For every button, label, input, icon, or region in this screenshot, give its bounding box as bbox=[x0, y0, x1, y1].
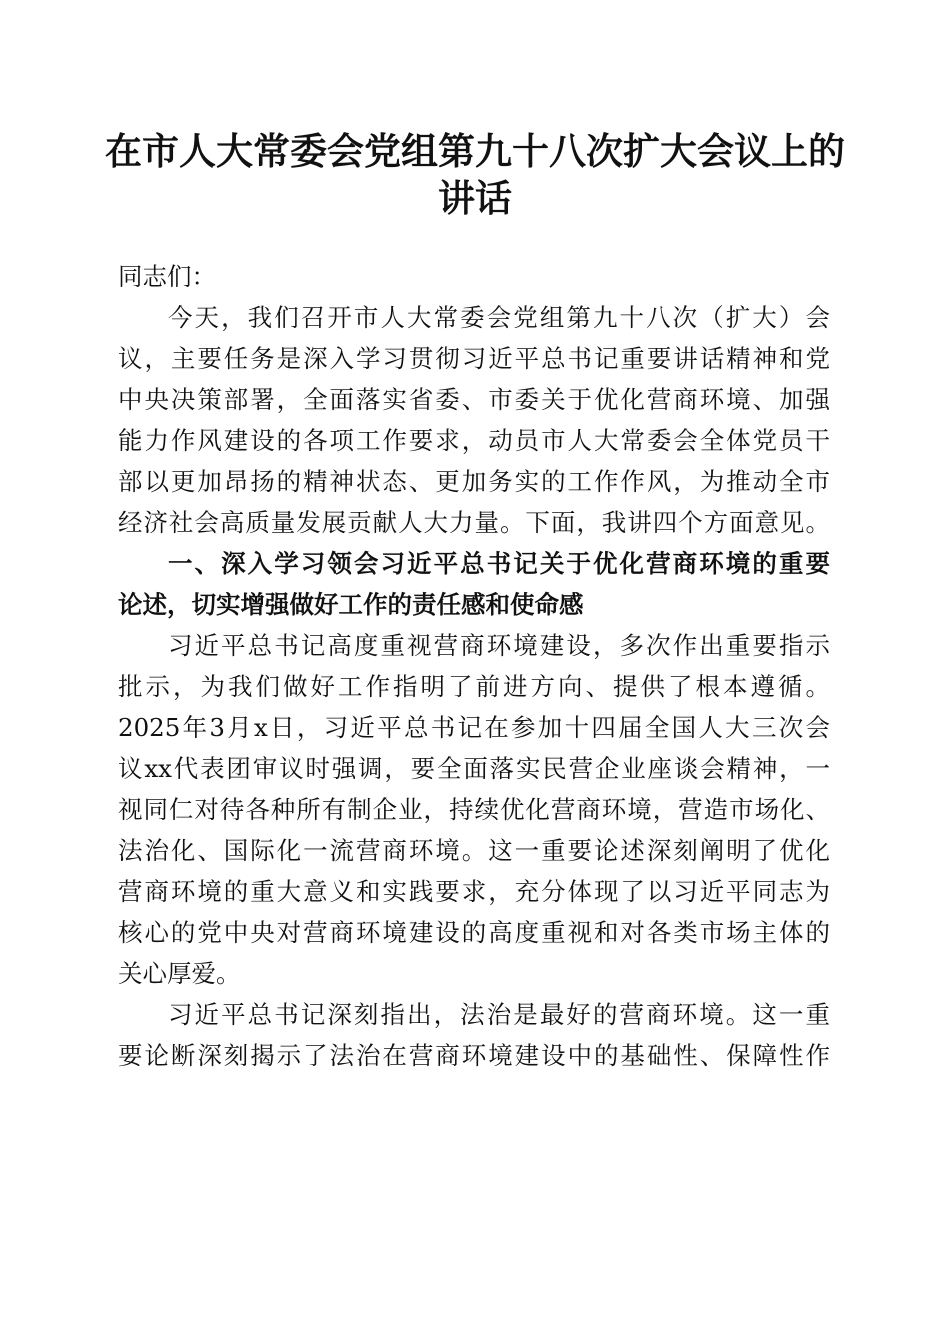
paragraph-4-line: 要论断深刻揭示了法治在营商环境建设中的基础性、保障性作 bbox=[118, 1041, 830, 1070]
title-line-1: 在市人大常委会党组第九十八次扩大会议上的 bbox=[105, 129, 845, 173]
paragraph-1-line: 能力作风建设的各项工作要求，动员市人大常委会全体党员干 bbox=[118, 426, 830, 455]
paragraph-3-line: 核心的党中央对营商环境建设的高度重视和对各类市场主体的 bbox=[118, 918, 830, 947]
paragraph-4-line: 习近平总书记深刻指出，法治是最好的营商环境。这一重 bbox=[168, 1000, 830, 1029]
document-body bbox=[118, 256, 830, 1076]
paragraph-3-line: 2025年3月x日，习近平总书记在参加十四届全国人大三次会 bbox=[118, 713, 830, 742]
paragraph-3-line: 关心厚爱。 bbox=[118, 959, 241, 988]
paragraph-3-line: 营商环境的重大意义和实践要求，充分体现了以习近平同志为 bbox=[118, 877, 830, 906]
paragraph-1-line: 中央决策部署，全面落实省委、市委关于优化营商环境、加强 bbox=[118, 385, 830, 414]
paragraph-1-line: 经济社会高质量发展贡献人大力量。下面，我讲四个方面意见。 bbox=[118, 508, 830, 537]
paragraph-1-line: 议，主要任务是深入学习贯彻习近平总书记重要讲话精神和党 bbox=[118, 344, 830, 373]
greeting: 同志们： bbox=[118, 262, 216, 291]
paragraph-3-line: 法治化、国际化一流营商环境。这一重要论述深刻阐明了优化 bbox=[118, 836, 830, 865]
section-heading-line: 论述，切实增强做好工作的责任感和使命感 bbox=[118, 590, 584, 619]
paragraph-3-line: 议xx代表团审议时强调，要全面落实民营企业座谈会精神，一 bbox=[118, 754, 830, 783]
document-title bbox=[100, 128, 850, 222]
paragraph-3-line: 视同仁对待各种所有制企业，持续优化营商环境，营造市场化、 bbox=[118, 795, 830, 824]
paragraph-1-line: 部以更加昂扬的精神状态、更加务实的工作作风，为推动全市 bbox=[118, 467, 830, 496]
section-heading-line: 一、深入学习领会习近平总书记关于优化营商环境的重要 bbox=[168, 549, 830, 578]
title-line-2: 讲话 bbox=[438, 176, 512, 220]
paragraph-3-line: 批示，为我们做好工作指明了前进方向、提供了根本遵循。 bbox=[118, 672, 830, 701]
paragraph-3-line: 习近平总书记高度重视营商环境建设，多次作出重要指示 bbox=[168, 631, 830, 660]
paragraph-1-line: 今天，我们召开市人大常委会党组第九十八次（扩大）会 bbox=[168, 303, 830, 332]
